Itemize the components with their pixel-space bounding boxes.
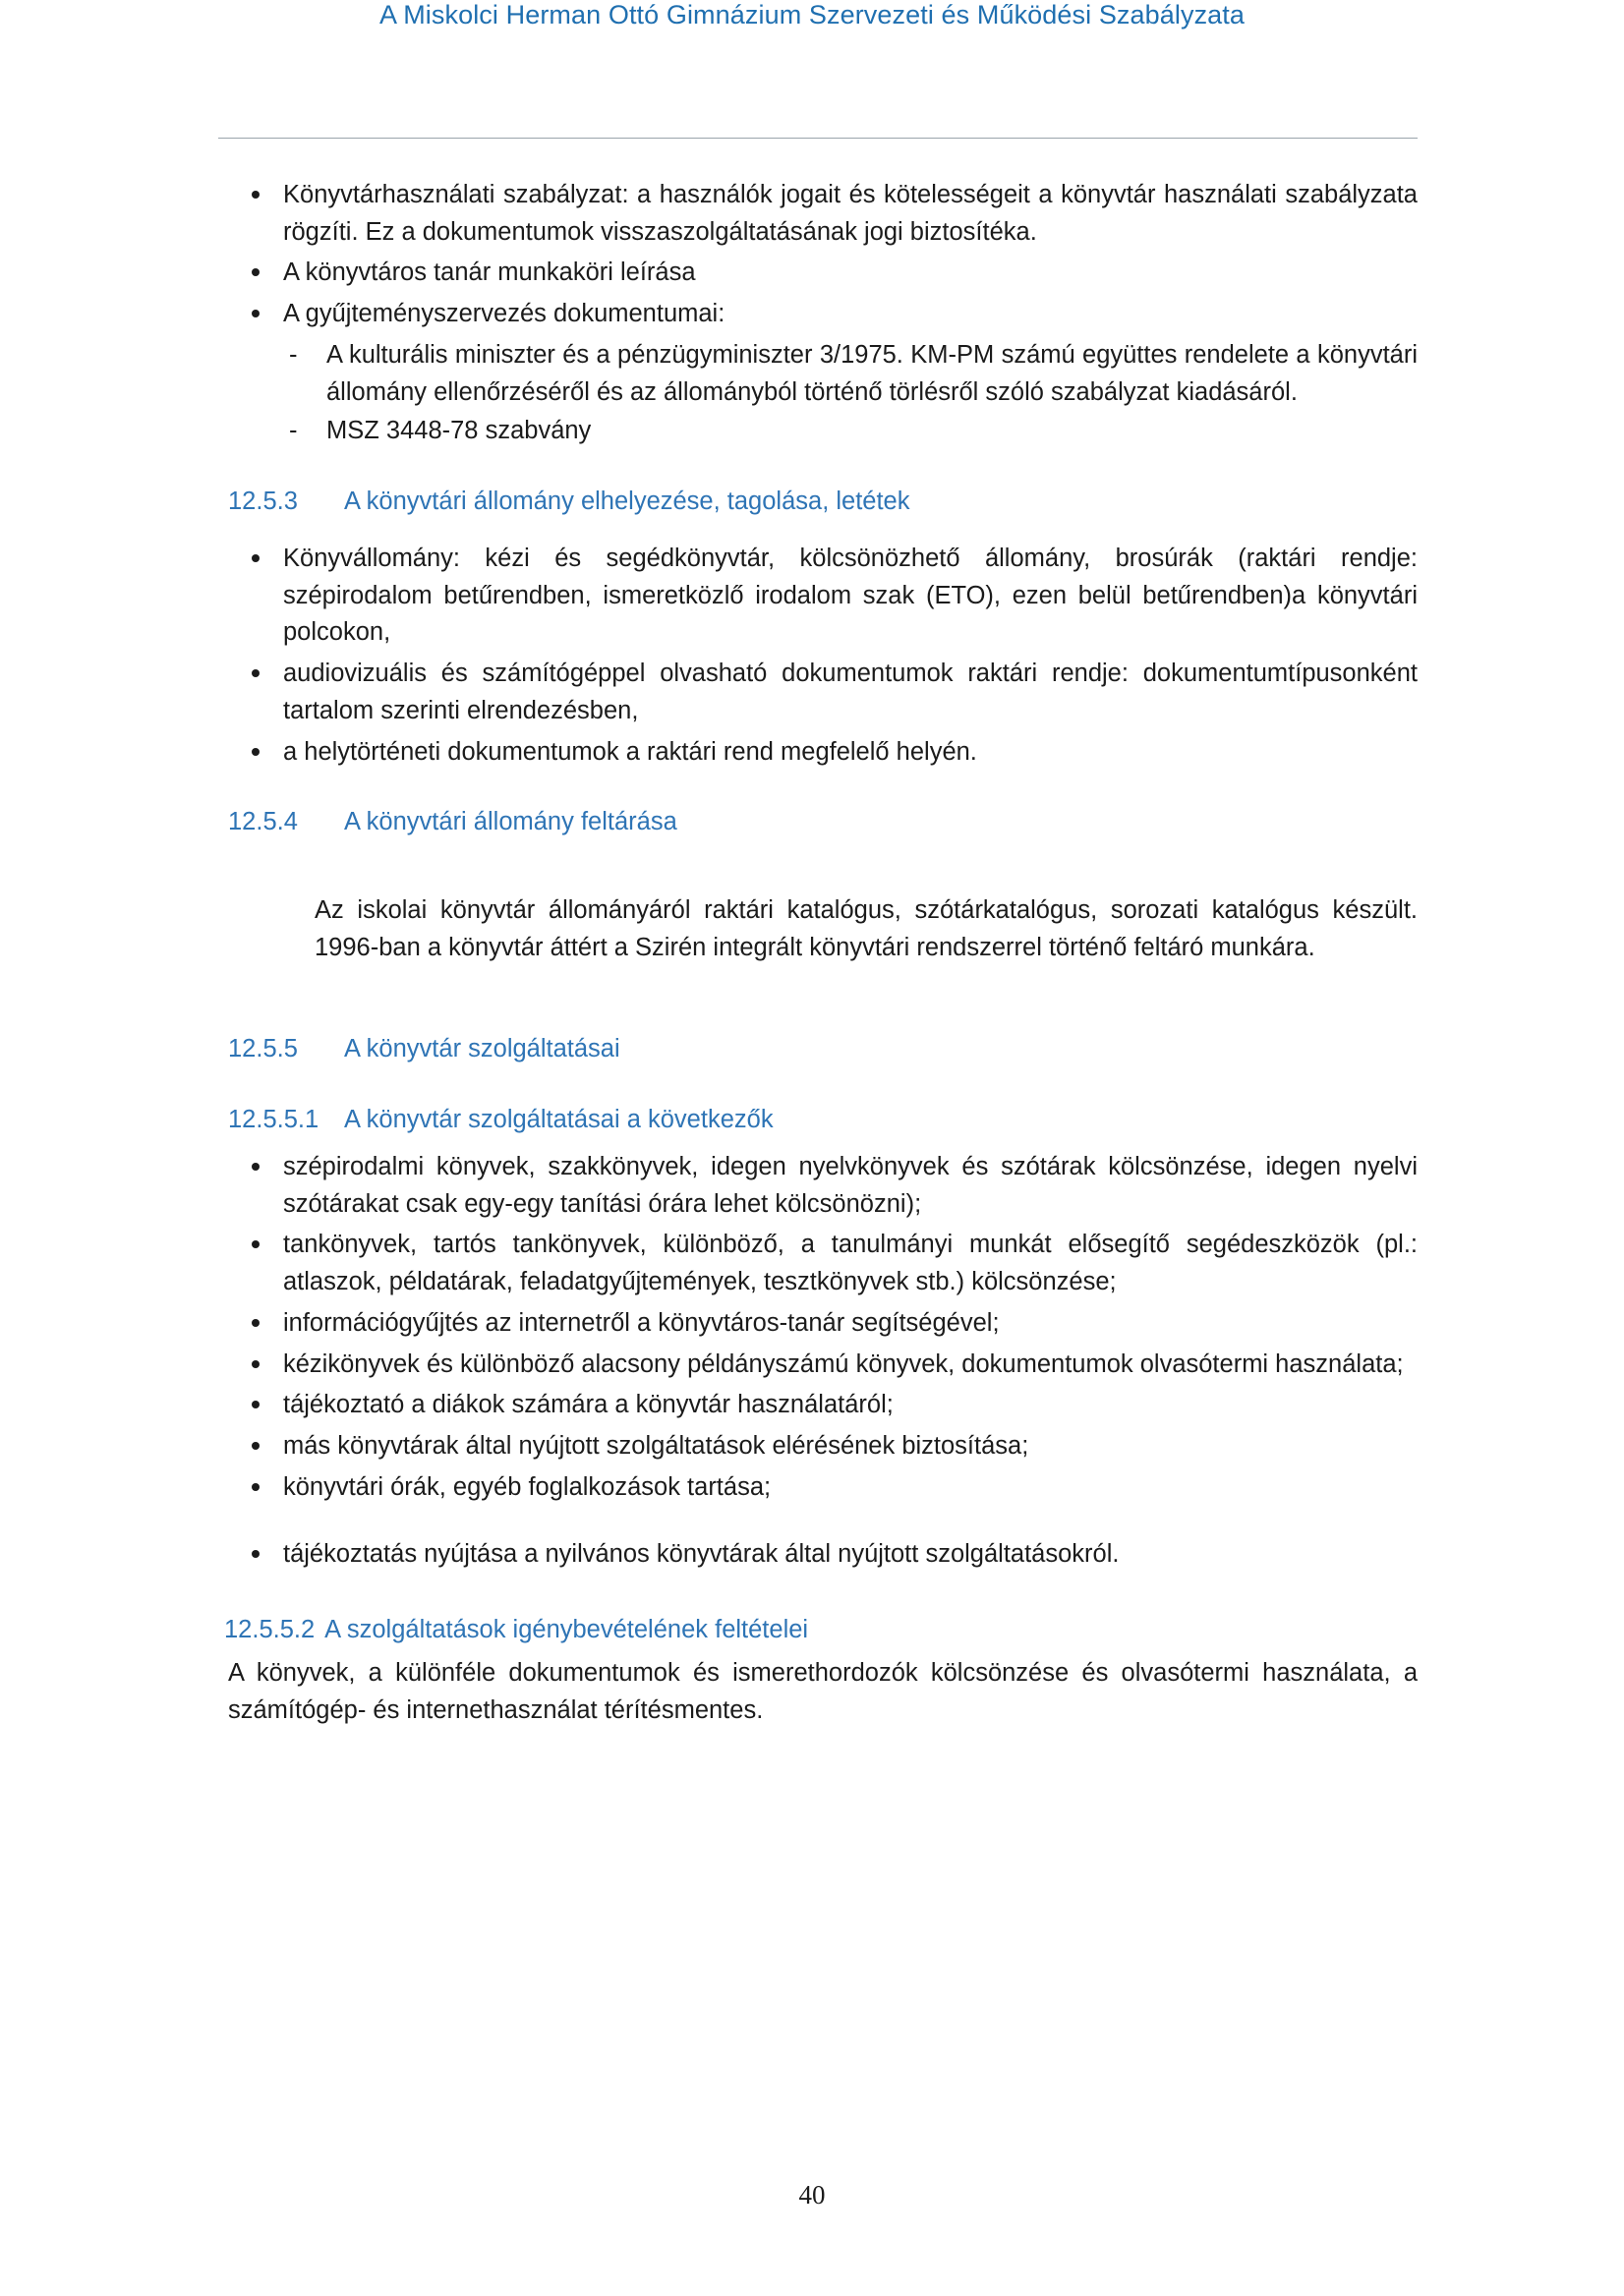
- heading-12-5-3: [228, 484, 1418, 521]
- heading-number: 12.5.5.1: [228, 1106, 319, 1134]
- page-header: A Miskolci Herman Ottó Gimnázium Szervezeti és Működési Szabályzata: [378, 0, 1246, 29]
- list-item: Könyvállomány: kézi és segédkönyvtár, kölcsönözhető állomány, brosúrák (raktári rendje: szépirodalom betűrendben, ismeretközlő irodalom szak (ETO), ezen belül betűrendben)a könyvtári polcokon,: [228, 541, 1418, 652]
- list-item: A gyűjteményszervezés dokumentumai:: [228, 296, 1418, 333]
- spacer: [228, 861, 1418, 875]
- section-12-5-5-1-bullet-list: [228, 1149, 1418, 1507]
- list-item: Könyvtárhasználati szabályzat: a használók jogait és kötelességeit a könyvtár használati szabályzata rögzíti. Ez a dokumentumok visszaszolgáltatásának jogi biztosítéka.: [228, 177, 1418, 251]
- heading-12-5-5-1: [228, 1102, 1418, 1139]
- list-item: szépirodalmi könyvek, szakkönyvek, idegen nyelvkönyvek és szótárak kölcsönzése, idegen nyelvi szótárakat csak egy-egy tanítási órára lehet kölcsönözni);: [228, 1149, 1418, 1223]
- heading-title: A könyvtári állomány feltárása: [344, 808, 677, 836]
- heading-12-5-5: [228, 1031, 1418, 1068]
- spacer: [228, 984, 1418, 998]
- section-12-5-5-1-extra-bullet-list: [228, 1536, 1418, 1574]
- page-number: 40: [798, 2180, 826, 2210]
- list-item: tájékoztatás nyújtása a nyilvános könyvtárak által nyújtott szolgáltatásokról.: [228, 1536, 1418, 1574]
- heading-title: A könyvtári állomány elhelyezése, tagolása, letétek: [344, 488, 910, 516]
- section-12-5-5-2-paragraph: A könyvek, a különféle dokumentumok és ismerethordozók kölcsönzése és olvasótermi használata, a számítógép- és internethasználat térítésmentes.: [228, 1659, 1418, 1724]
- heading-number: 12.5.5: [228, 1035, 298, 1063]
- list-item: információgyűjtés az internetről a könyvtáros-tanár segítségével;: [228, 1305, 1418, 1343]
- page-body: [224, 177, 1418, 1748]
- intro-bullet-list: [228, 177, 1418, 333]
- list-item: kézikönyvek és különböző alacsony példányszámú könyvek, dokumentumok olvasótermi használata;: [228, 1347, 1418, 1384]
- section-12-5-4-paragraph: Az iskolai könyvtár állományáról raktári katalógus, szótárkatalógus, sorozati katalógus készült. 1996-ban a könyvtár áttért a Szirén integrált könyvtári rendszerrel történő feltáró munkára.: [315, 896, 1418, 961]
- heading-number: 12.5.3: [228, 488, 298, 516]
- list-item: A könyvtáros tanár munkaköri leírása: [228, 255, 1418, 292]
- list-item: - A kulturális miniszter és a pénzügyminiszter 3/1975. KM-PM számú együttes rendelete a könyvtári állomány ellenőrzéséről és az állományból történő törlésről szóló szabályzat kiadásáról.: [228, 337, 1418, 411]
- list-item: tájékoztató a diákok számára a könyvtár használatáról;: [228, 1387, 1418, 1424]
- list-item: más könyvtárak által nyújtott szolgáltatások elérésének biztosítása;: [228, 1428, 1418, 1465]
- heading-number: 12.5.4: [228, 808, 298, 836]
- heading-number: 12.5.5.2: [224, 1616, 316, 1644]
- list-item: - MSZ 3448-78 szabvány: [228, 413, 1418, 450]
- section-12-5-3-bullet-list: [228, 541, 1418, 771]
- list-item: a helytörténeti dokumentumok a raktári rend megfelelő helyén.: [228, 734, 1418, 772]
- heading-12-5-5-2: [224, 1612, 1418, 1649]
- intro-dash-list: [228, 337, 1418, 450]
- spacer: [228, 1511, 1418, 1536]
- list-item: könyvtári órák, egyéb foglalkozások tartása;: [228, 1469, 1418, 1507]
- list-item: audiovizuális és számítógéppel olvasható dokumentumok raktári rendje: dokumentumtípusonként tartalom szerinti elrendezésben,: [228, 656, 1418, 729]
- heading-12-5-4: [228, 804, 1418, 841]
- list-item: tankönyvek, tartós tankönyvek, különböző, a tanulmányi munkát elősegítő segédeszközök (pl.: atlaszok, példatárak, feladatgyűjtemények, tesztkönyvek stb.) kölcsönzése;: [228, 1227, 1418, 1300]
- heading-title: A szolgáltatások igénybevételének feltételei: [324, 1616, 809, 1644]
- heading-title: A könyvtár szolgáltatásai: [344, 1035, 620, 1063]
- header-divider: [218, 138, 1418, 139]
- heading-title: A könyvtár szolgáltatásai a következők: [344, 1106, 774, 1134]
